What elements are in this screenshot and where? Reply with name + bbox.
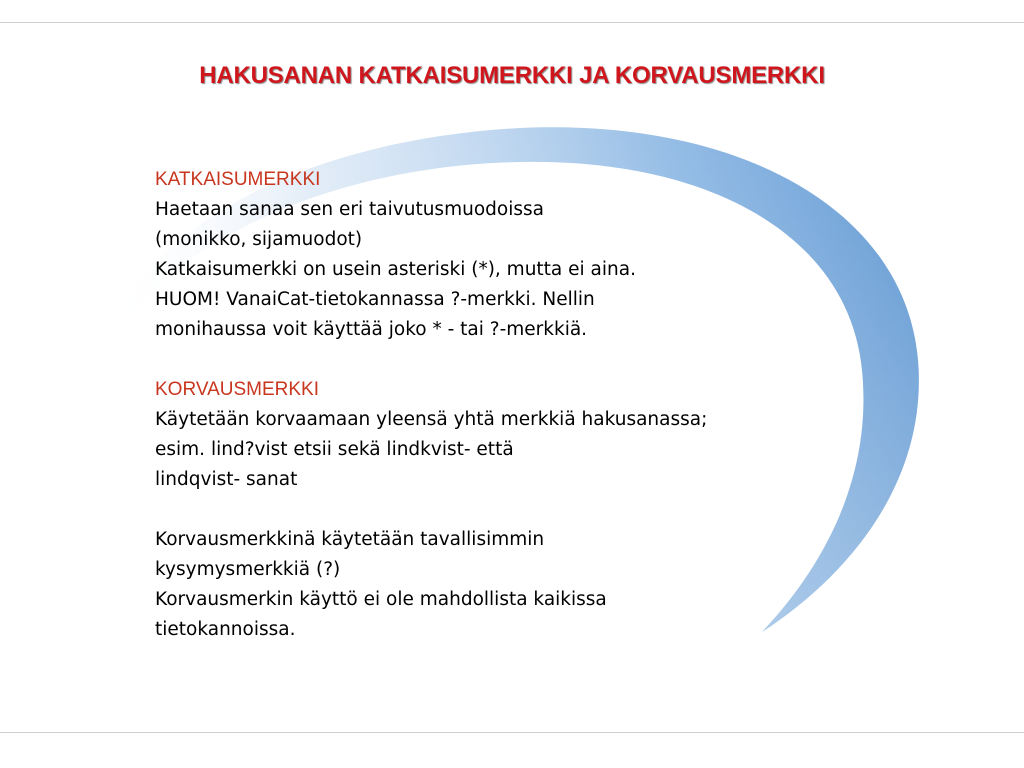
- section-heading-katkaisumerkki: KATKAISUMERKKI: [155, 169, 321, 190]
- body-line: tietokannoissa.: [155, 619, 296, 640]
- body-line: HUOM! VanaiCat-tietokannassa ?-merkki. Nellin: [155, 289, 595, 310]
- body-line: Katkaisumerkki on usein asteriski (*), mutta ei aina.: [155, 259, 636, 280]
- body-line: esim. lind?vist etsii sekä lindkvist- että: [155, 439, 514, 460]
- spacer: [155, 495, 915, 525]
- body-line: monihaussa voit käyttää joko * - tai ?-merkkiä.: [155, 319, 588, 340]
- body-line: Korvausmerkin käyttö ei ole mahdollista kaikissa: [155, 589, 607, 610]
- slide-title: HAKUSANAN KATKAISUMERKKI JA KORVAUSMERKKI: [199, 62, 825, 89]
- body-line: Korvausmerkkinä käytetään tavallisimmin: [155, 529, 545, 550]
- body-line: kysymysmerkkiä (?): [155, 559, 341, 580]
- body-line: Haetaan sanaa sen eri taivutusmuodoissa: [155, 199, 544, 220]
- section-heading-korvausmerkki: KORVAUSMERKKI: [155, 379, 320, 400]
- body-line: (monikko, sijamuodot): [155, 229, 363, 250]
- body-line: Käytetään korvaamaan yleensä yhtä merkkiä hakusanassa;: [155, 409, 708, 430]
- body-line: lindqvist- sanat: [155, 469, 298, 490]
- spacer: [155, 345, 915, 375]
- slide-body: [155, 165, 915, 645]
